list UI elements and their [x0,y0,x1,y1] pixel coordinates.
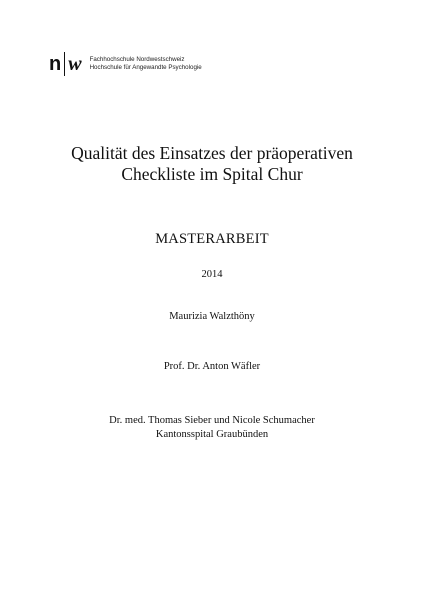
thesis-year: 2014 [201,269,223,280]
thesis-type: MASTERARBEIT [155,231,269,247]
logo-letter-n: n [49,53,61,75]
author-name: Maurizia Walzthöny [169,311,255,322]
institution-header [49,49,202,79]
logo-divider [64,52,65,76]
supervisors-line-1: Dr. med. Thomas Sieber und Nicole Schumacher [109,415,315,426]
supervisors-line-2: Kantonsspital Graubünden [155,428,269,440]
logo-letter-w: w [68,53,82,75]
supervisors [0,414,424,441]
thesis-title-line-1: Qualität des Einsatzes der präoperativen [71,143,353,163]
thesis-title [0,143,424,185]
advisor-name: Prof. Dr. Anton Wäfler [163,361,261,372]
institution-line-2: Hochschule für Angewandte Psychologie [89,64,202,71]
institution-name [90,56,202,72]
institution-line-1: Fachhochschule Nordwestschweiz [89,56,185,63]
fhnw-logo [49,50,90,78]
thesis-title-line-2: Checkliste im Spital Chur [121,164,303,184]
